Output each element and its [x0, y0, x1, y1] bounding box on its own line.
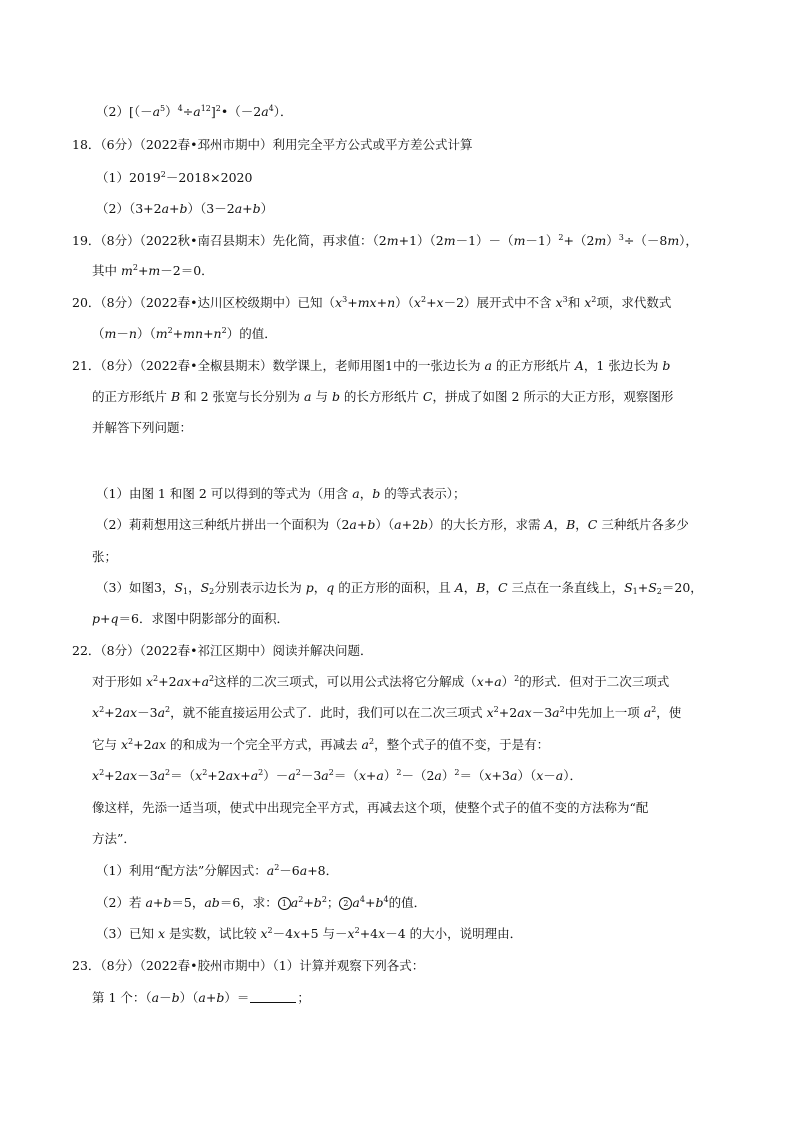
q21-line2: 的正方形纸片 B 和 2 张宽与长分别为 a 与 b 的长方形纸片 C，拼成了如图 2 所示的大正方形，观察图形: [92, 389, 674, 404]
q23-header: 23．（8分）（2022春•胶州市期中）（1）计算并观察下列各式：: [72, 958, 425, 973]
q22-p2: $x^2+2ax-3a^2$，就不能直接运用公式了．此时，我们可以在二次三项式 $x^2+2ax-3a^2$中先加上一项 $a^2$，使: [92, 705, 682, 720]
q22-p5: 像这样，先添一适当项，使式中出现完全平方式，再减去这个项，使整个式子的值不变的方法称为“配: [92, 800, 649, 815]
q21-line1: 21．（8分）（2022春•全椒县期末）数学课上，老师用图1中的一张边长为 a 的正方形纸片 A，1 张边长为 b: [72, 358, 671, 373]
q21-part3-line1: （3）如图3，$S_1$，$S_2$分别表示边长为 p，q 的正方形的面积，且 A，B，C 三点在一条直线上，$S_1+S_2=20$，: [96, 580, 703, 596]
q21-part2-line2: 张；: [92, 549, 118, 564]
q22-header: 22．（8分）（2022春•祁江区期中）阅读并解决问题．: [72, 643, 373, 658]
q18-part1: $(1)2019^2-2018\times 2020$: [96, 170, 253, 185]
q22-p3: 它与 $x^2+2ax$ 的和成为一个完全平方式，再减去 $a^2$，整个式子的值不变，于是有：: [92, 737, 550, 752]
q22-p4: $x^2+2ax-3a^2=(x^2+2ax+a^2)-a^2-3a^2=(x+a)^2-(2a)^2=(x+3a)(x-a)$．: [92, 768, 582, 783]
q22-p6: 方法”．: [92, 831, 136, 846]
q21-part3-line2: p+q＝6．求图中阴影部分的面积．: [92, 611, 289, 626]
q17-part2: $(2)[(-a^5)^4\div a^{12}]^2•(-2a^4)$．: [96, 104, 293, 119]
answer-blank: [250, 991, 296, 1003]
q20-line2: $(m-n)(m^2+mn+n^2)$的值．: [92, 326, 277, 341]
q19-line1: 19．（8分）（2022秋•南召县期末）先化简，再求值：$(2m+1)(2m-1)-(m-1)^2+(2m)^3\div(-8m)$，: [72, 233, 698, 248]
q22-part2: （2）若 a+b＝5，ab＝6，求： 1 $a^2+b^2$； 2 $a^4+b^4$的值．: [96, 895, 427, 910]
circled-one-icon: 1: [278, 897, 291, 910]
q21-part2-line1: （2）莉莉想用这三种纸片拼出一个面积为（2a+b）（a+2b）的大长方形，求需 A，B，C 三种纸片各多少: [96, 517, 689, 532]
q21-part1: （1）由图 1 和图 2 可以得到的等式为（用含 a，b 的等式表示）；: [96, 486, 466, 501]
q18-part2: （2）（3+2a+b）（3－2a+b）: [96, 201, 274, 216]
q22-part1: （1）利用“配方法”分解因式：$a^2-6a+8$．: [96, 863, 339, 878]
circled-two-icon: 2: [339, 897, 352, 910]
q20-line1: 20．（8分）（2022春•达川区校级期中）已知$(x^3+mx+n)(x^2+x-2)$展开式中不含 $x^3$和 $x^2$项，求代数式: [72, 295, 672, 310]
q21-line3: 并解答下列问题：: [92, 420, 193, 435]
q22-part3: （3）已知 x 是实数，试比较 $x^2-4x+5$ 与$-x^2+4x-4$ 的大小，说明理由．: [96, 926, 523, 941]
q22-p1: 对于形如 $x^2+2ax+a^2$这样的二次三项式，可以用公式法将它分解成$(x+a)^2$的形式．但对于二次三项式: [92, 674, 670, 689]
q23-item1: 第 1 个：（a－b）（a+b）＝ ；: [92, 990, 310, 1005]
q18-header: 18．（6分）（2022春•邳州市期中）利用完全平方公式或平方差公式计算: [72, 137, 473, 152]
q19-line2: 其中 $m^2+m-2=0$．: [92, 263, 214, 278]
